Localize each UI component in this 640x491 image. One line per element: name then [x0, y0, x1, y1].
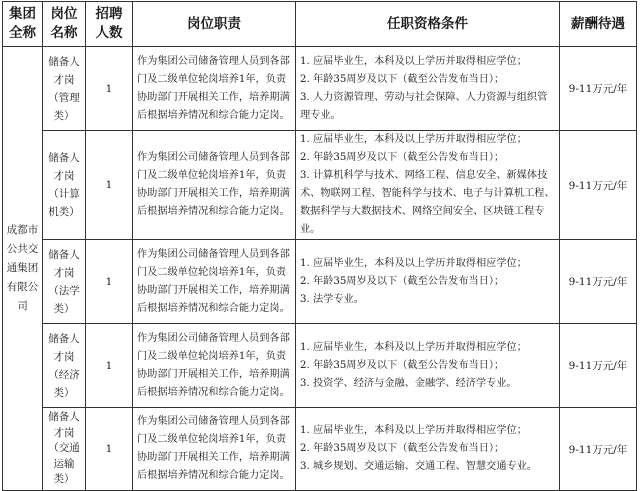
company-name-cell [3, 47, 43, 491]
requirement-item: 2. 年龄35周岁及以下（截至公告发布当日）； [300, 152, 505, 163]
position-cell [43, 324, 86, 408]
position-line: 类） [53, 302, 75, 315]
position-line: 类） [53, 473, 75, 486]
position-cell [43, 408, 86, 491]
position-line: 储备人 [48, 248, 80, 261]
position-line: （管理 [48, 91, 80, 104]
requirement-item: 2. 年龄35周岁及以下（截至公告发布当日）； [300, 443, 505, 454]
salary-cell: 9-11万元/年 [560, 324, 637, 408]
requirements-cell [296, 47, 560, 131]
requirements-cell [296, 240, 560, 324]
requirements-cell [296, 131, 560, 240]
position-line: （交通 [48, 442, 80, 455]
requirement-item: 1. 应届毕业生，本科及以上学历并取得相应学位； [300, 134, 527, 145]
header-position-line-2: 名称 [50, 25, 78, 41]
header-company-line-1: 集团 [9, 6, 36, 22]
position-line: （计算 [48, 188, 80, 200]
position-line: 储备人 [48, 55, 80, 68]
requirement-item: 1. 应届毕业生，本科及以上学历并取得相应学位； [300, 341, 527, 353]
requirements-cell [296, 324, 560, 408]
table-row [3, 240, 637, 324]
requirement-item: 1. 应届毕业生，本科及以上学历并取得相应学位； [300, 257, 527, 269]
requirement-item: 2. 年龄35周岁及以下（截至公告发布当日）； [300, 275, 505, 287]
company-name-line: 成都市 [6, 224, 39, 236]
headcount-cell: 1 [86, 240, 133, 324]
company-name-line: 司 [17, 300, 28, 312]
requirement-item: 1. 应届毕业生，本科及以上学历并取得相应学位； [300, 55, 527, 67]
header-position-line-1: 岗位 [50, 6, 78, 22]
headcount-cell: 1 [86, 408, 133, 491]
duties-cell: 作为集团公司储备管理人员到各部门及二级单位轮岗培养1年，负责协助部门开展相关工作，培养期满后根据培养情况和综合能力定岗。 [133, 240, 296, 324]
header-duties: 岗位职责 [133, 2, 296, 47]
requirement-item: 3. 城乡规划、交通运输、交通工程、智慧交通专业。 [300, 461, 538, 472]
position-line: 类） [53, 109, 75, 122]
duties-cell: 作为集团公司储备管理人员到各部门及二级单位轮岗培养1年，负责协助部门开展相关工作，培养期满后根据培养情况和综合能力定岗。 [133, 324, 296, 408]
table-row [3, 131, 637, 240]
position-cell [43, 131, 86, 240]
duties-cell: 作为集团公司储备管理人员到各部门及二级单位轮岗培养1年，负责协助部门开展相关工作，培养期满后根据培养情况和综合能力定岗。 [133, 131, 296, 240]
position-line: 运输 [53, 457, 75, 470]
position-cell [43, 47, 86, 131]
position-cell [43, 240, 86, 324]
table-row [3, 408, 637, 491]
header-headcount [86, 2, 133, 47]
table-row [3, 47, 637, 131]
position-line: 储备人 [48, 411, 80, 424]
header-headcount-line-2: 人数 [95, 25, 123, 41]
requirement-item: 3. 计算机科学与技术、网络工程、信息安全、新媒体技术、物联网工程、智能科学与技术、电子与计算机工程、数据科学与大数据技术、网络空间安全、区块链工程专业。 [300, 170, 555, 235]
position-line: 才岗 [53, 170, 75, 182]
company-name-line: 有限公 [6, 281, 39, 293]
position-line: 储备人 [48, 332, 80, 345]
position-line: 才岗 [53, 73, 75, 86]
duties-cell: 作为集团公司储备管理人员到各部门及二级单位轮岗培养1年，负责协助部门开展相关工作，培养期满后根据培养情况和综合能力定岗。 [133, 47, 296, 131]
position-line: （经济 [48, 368, 80, 381]
recruitment-table [2, 1, 637, 491]
position-line: 才岗 [53, 266, 75, 279]
position-line: 才岗 [53, 426, 75, 439]
requirement-item: 2. 年龄35周岁及以下（截至公告发布当日）； [300, 359, 505, 371]
header-row [3, 2, 637, 47]
salary-cell: 9-11万元/年 [560, 240, 637, 324]
requirement-item: 3. 人力资源管理、劳动与社会保障、人力资源与组织管理专业。 [300, 91, 548, 121]
header-position [43, 2, 86, 47]
company-name-line: 通集团 [6, 262, 39, 274]
header-salary: 薪酬待遇 [560, 2, 637, 47]
headcount-cell: 1 [86, 47, 133, 131]
requirement-item: 1. 应届毕业生，本科及以上学历并取得相应学位； [300, 425, 527, 436]
position-line: 才岗 [53, 350, 75, 363]
header-company [3, 2, 43, 47]
salary-cell: 9-11万元/年 [560, 47, 637, 131]
headcount-cell: 1 [86, 324, 133, 408]
position-line: 类） [53, 386, 75, 399]
header-requirements: 任职资格条件 [296, 2, 560, 47]
position-line: （法学 [48, 284, 80, 297]
company-name-line: 公共交 [6, 243, 39, 255]
requirement-item: 2. 年龄35周岁及以下（截至公告发布当日）； [300, 73, 505, 85]
requirements-cell [296, 408, 560, 491]
duties-cell: 作为集团公司储备管理人员到各部门及二级单位轮岗培养1年，负责协助部门开展相关工作，培养期满后根据培养情况和综合能力定岗。 [133, 408, 296, 491]
table-row [3, 324, 637, 408]
position-line: 机类） [48, 206, 80, 218]
position-line: 储备人 [48, 152, 80, 164]
header-company-line-2: 全称 [9, 25, 36, 41]
salary-cell: 9-11万元/年 [560, 408, 637, 491]
header-headcount-line-1: 招聘 [95, 6, 123, 22]
requirement-item: 3. 投资学、经济与金融、金融学、经济学专业。 [300, 377, 517, 389]
requirement-item: 3. 法学专业。 [300, 293, 364, 305]
salary-cell: 9-11万元/年 [560, 131, 637, 240]
headcount-cell: 1 [86, 131, 133, 240]
